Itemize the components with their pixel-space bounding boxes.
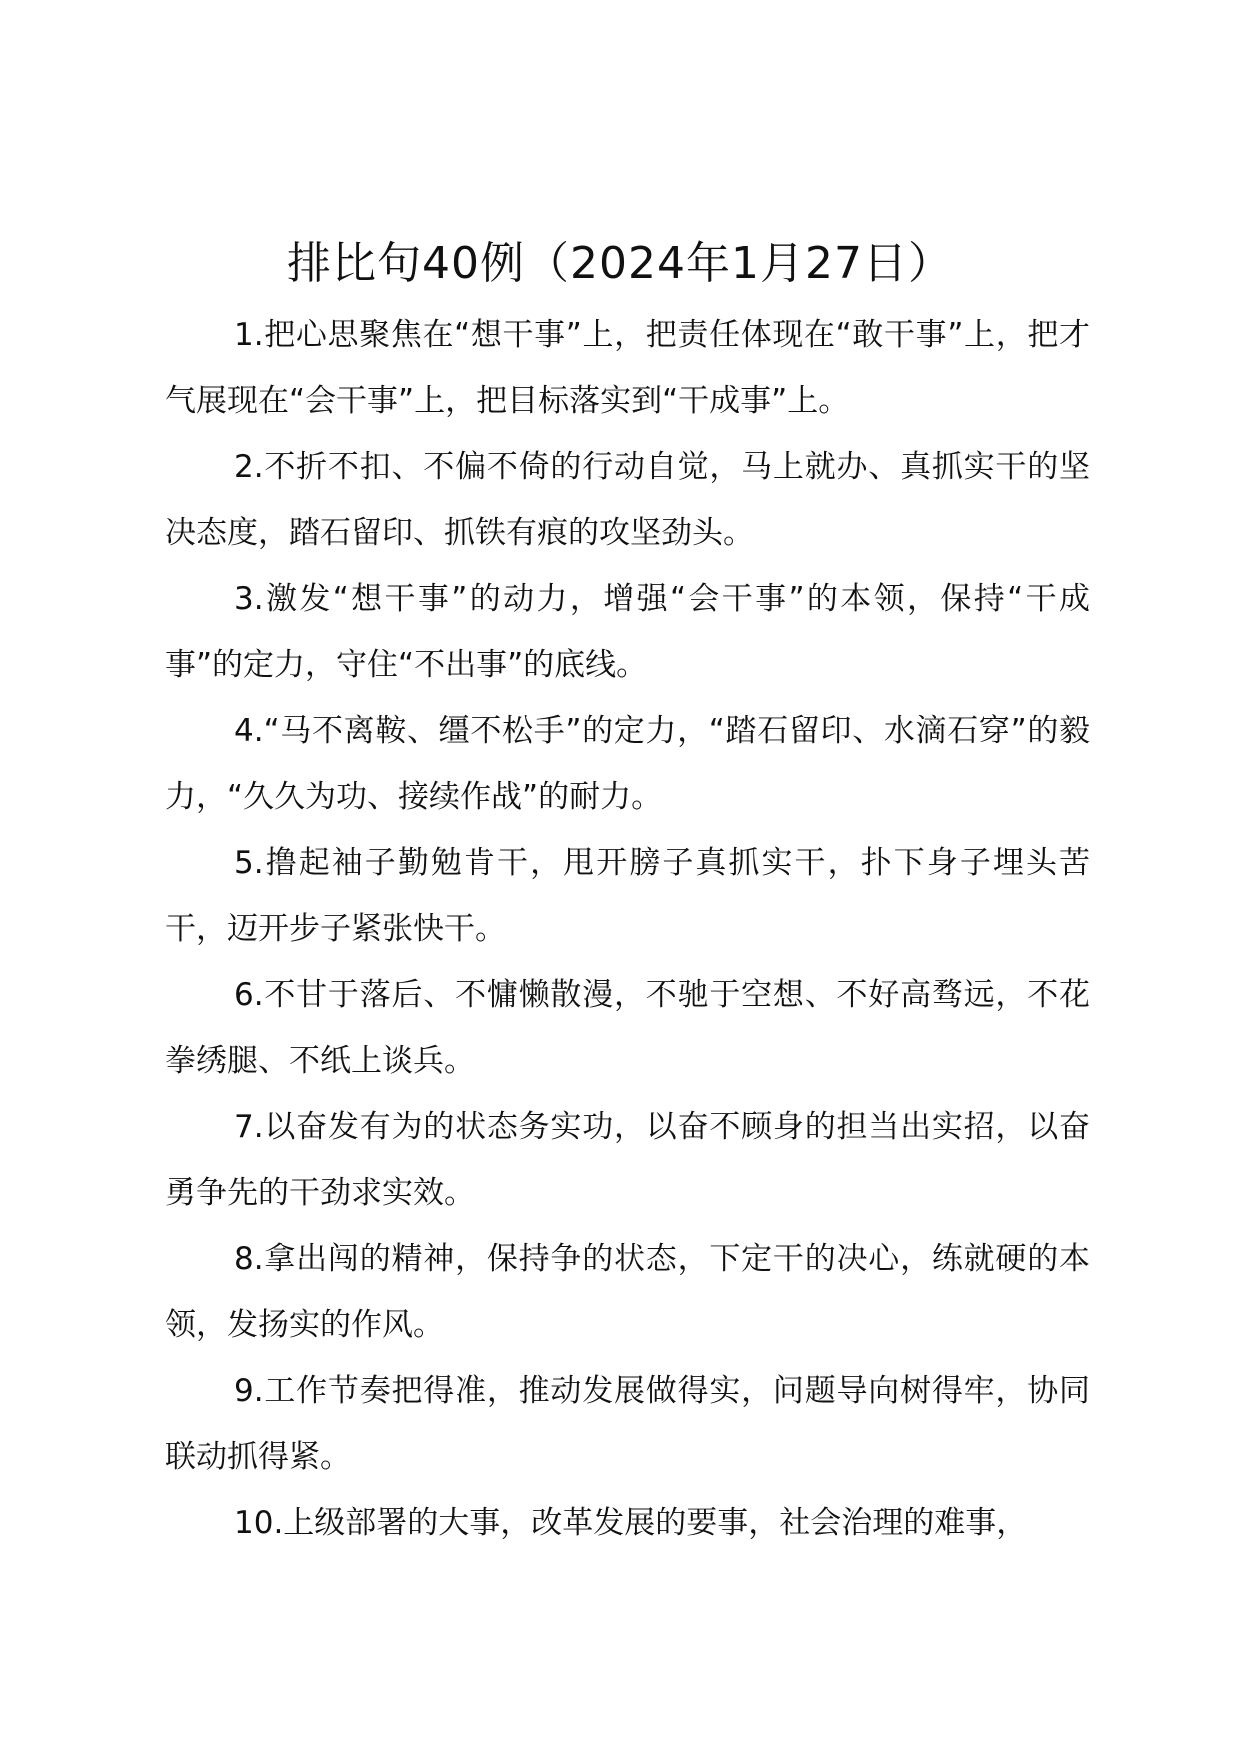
- paragraph-9: 9.工作节奏把得准，推动发展做得实，问题导向树得牢，协同联动抓得紧。: [165, 1373, 1090, 1475]
- paragraph-8: 8.拿出闯的精神，保持争的状态，下定干的决心，练就硬的本领，发扬实的作风。: [165, 1241, 1090, 1343]
- paragraph-2: 2.不折不扣、不偏不倚的行动自觉，马上就办、真抓实干的坚决态度，踏石留印、抓铁有痕的攻坚劲头。: [165, 449, 1090, 551]
- paragraph-6: 6.不甘于落后、不慵懒散漫，不驰于空想、不好高骛远，不花拳绣腿、不纸上谈兵。: [165, 977, 1090, 1079]
- document-title: 排比句40例（2024年1月27日）: [287, 238, 953, 289]
- paragraph-1: 1.把心思聚焦在“想干事”上，把责任体现在“敢干事”上，把才气展现在“会干事”上，把目标落实到“干成事”上。: [165, 317, 1090, 419]
- paragraph-3: 3.激发“想干事”的动力，增强“会干事”的本领，保持“干成事”的定力，守住“不出事”的底线。: [165, 581, 1090, 683]
- paragraph-4: 4.“马不离鞍、缰不松手”的定力，“踏石留印、水滴石穿”的毅力，“久久为功、接续作战”的耐力。: [165, 713, 1090, 815]
- paragraph-10: 10.上级部署的大事，改革发展的要事，社会治理的难事，: [234, 1505, 1028, 1541]
- paragraph-5: 5.撸起袖子勤勉肯干，甩开膀子真抓实干，扑下身子埋头苦干，迈开步子紧张快干。: [165, 845, 1090, 947]
- paragraph-7: 7.以奋发有为的状态务实功，以奋不顾身的担当出实招，以奋勇争先的干劲求实效。: [165, 1109, 1090, 1211]
- document-body: [165, 302, 1090, 1556]
